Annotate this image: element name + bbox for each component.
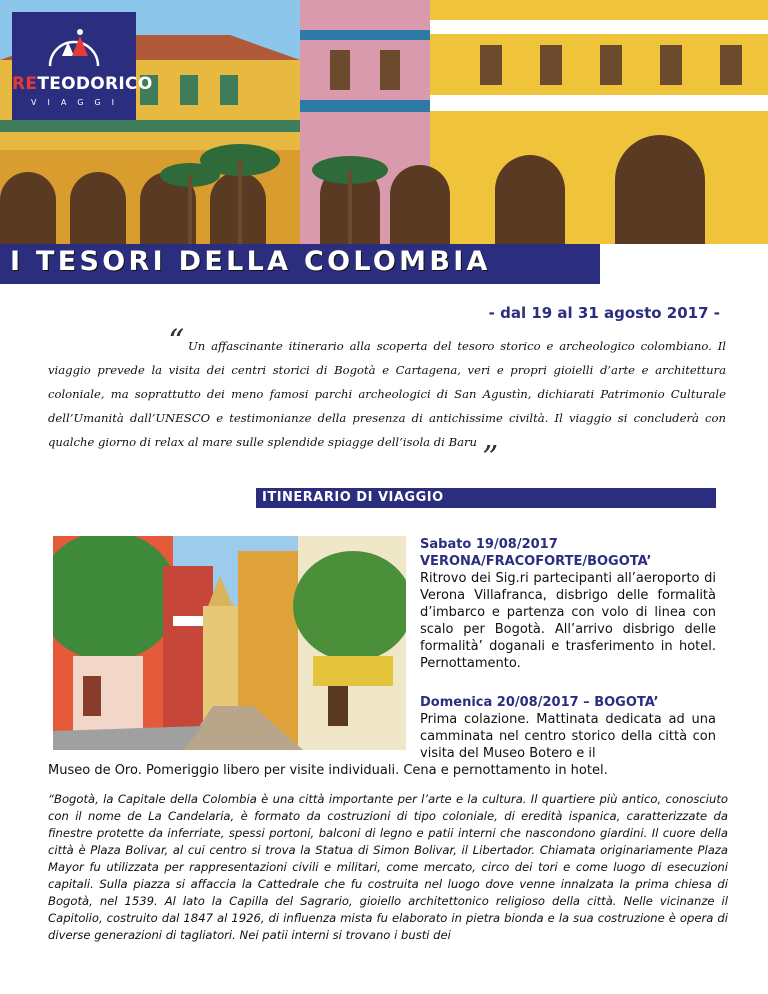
street-photo — [53, 536, 406, 750]
cartagena-street-illustration — [53, 536, 406, 750]
day-2-description: Prima colazione. Mattinata dedicata ad una camminata nel centro storico della città con visita del Museo Botero e il — [420, 712, 716, 761]
logo-mark-icon — [48, 26, 100, 68]
day-1-route: VERONA/FRACOFORTE/BOGOTA’ — [420, 554, 652, 569]
day-1-description: Ritrovo dei Sig.ri partecipanti all’aeroporto di Verona Villafranca, disbrigo delle formalità d’imbarco e partenza con volo di linea con scalo per Bogotà. All’arrivo disbrigo delle formalità’ doganali e trasferimento in hotel. Pernottamento. — [420, 571, 716, 671]
page-title: I TESORI DELLA COLOMBIA — [10, 246, 491, 277]
close-quote-mark: ” — [482, 438, 499, 476]
day-2-heading: Domenica 20/08/2017 – BOGOTA’ — [420, 695, 659, 710]
itinerary-day-1 — [420, 536, 716, 672]
travel-dates: - dal 19 al 31 agosto 2017 - — [488, 304, 720, 322]
hero-image — [0, 0, 768, 244]
day-1-date: Sabato 19/08/2017 — [420, 537, 558, 552]
intro-paragraph: Un affascinante itinerario alla scoperta del tesoro storico e archeologico colombiano. Il viaggio prevede la visita dei centri storici di Bogotà e Cartagena, veri e propri gioielli d’arte e architettura coloniale, ma soprattutto dei meno famosi parchi archeologici di San Agustìn, dichiarati Patrimonio Culturale dell’Umanità dall’UNESCO e testimonianze della presenza di antichissime civiltà. Il viaggio si concluderà con qualche giorno di relax al mare sulle splendide spiagge dell’isola di Baru — [48, 339, 726, 449]
bogota-narrative: “Bogotà, la Capitale della Colombia è una città importante per l’arte e la cultura. Il quartiere più antico, conosciuto con il nome de La Candelaria, è formato da costruzioni di tipo coloniale, di eredità ispanica, caratterizzate da finestre protette da inferriate, spessi portoni, balconi di legno e patii interni che nascondono giardini. Il cuore della città è Plaza Bolivar, al cui centro si trova la Statua di Simon Bolivar, il Libertador. Chiamata originariamente Plaza Mayor fu utilizzata per rappresentazioni civili e militari, come mercato, circo dei tori e come luogo di esecuzioni capitali. Sulla piazza si affaccia la Cattedrale che fu costruita nel luogo dove venne innalzata la prima chiesa di Bogotà, nel 1539. Al lato la Capilla del Sagrario, gioiello architettonico religioso della città. Nelle vicinanze il Capitolio, costruito dal 1847 al 1926, di influenza mista fu elaborato in pietra bionda e la sua costruzione è opera di diverse generazioni di tagliatori. Nei patii interni si trovano i busti dei — [48, 792, 728, 942]
itinerary-section-header — [256, 488, 716, 508]
logo-subtitle: VIAGGI — [31, 98, 125, 107]
company-logo — [12, 12, 153, 120]
title-banner — [0, 244, 600, 284]
day-2-description-continued: Museo de Oro. Pomeriggio libero per visite individuali. Cena e pernottamento in hotel. — [48, 763, 608, 778]
itinerary-day-2 — [420, 694, 716, 762]
section-title: ITINERARIO DI VIAGGIO — [262, 490, 444, 505]
logo-brand-text: RETEODORICO — [12, 74, 153, 94]
open-quote-mark: “ — [168, 322, 185, 360]
